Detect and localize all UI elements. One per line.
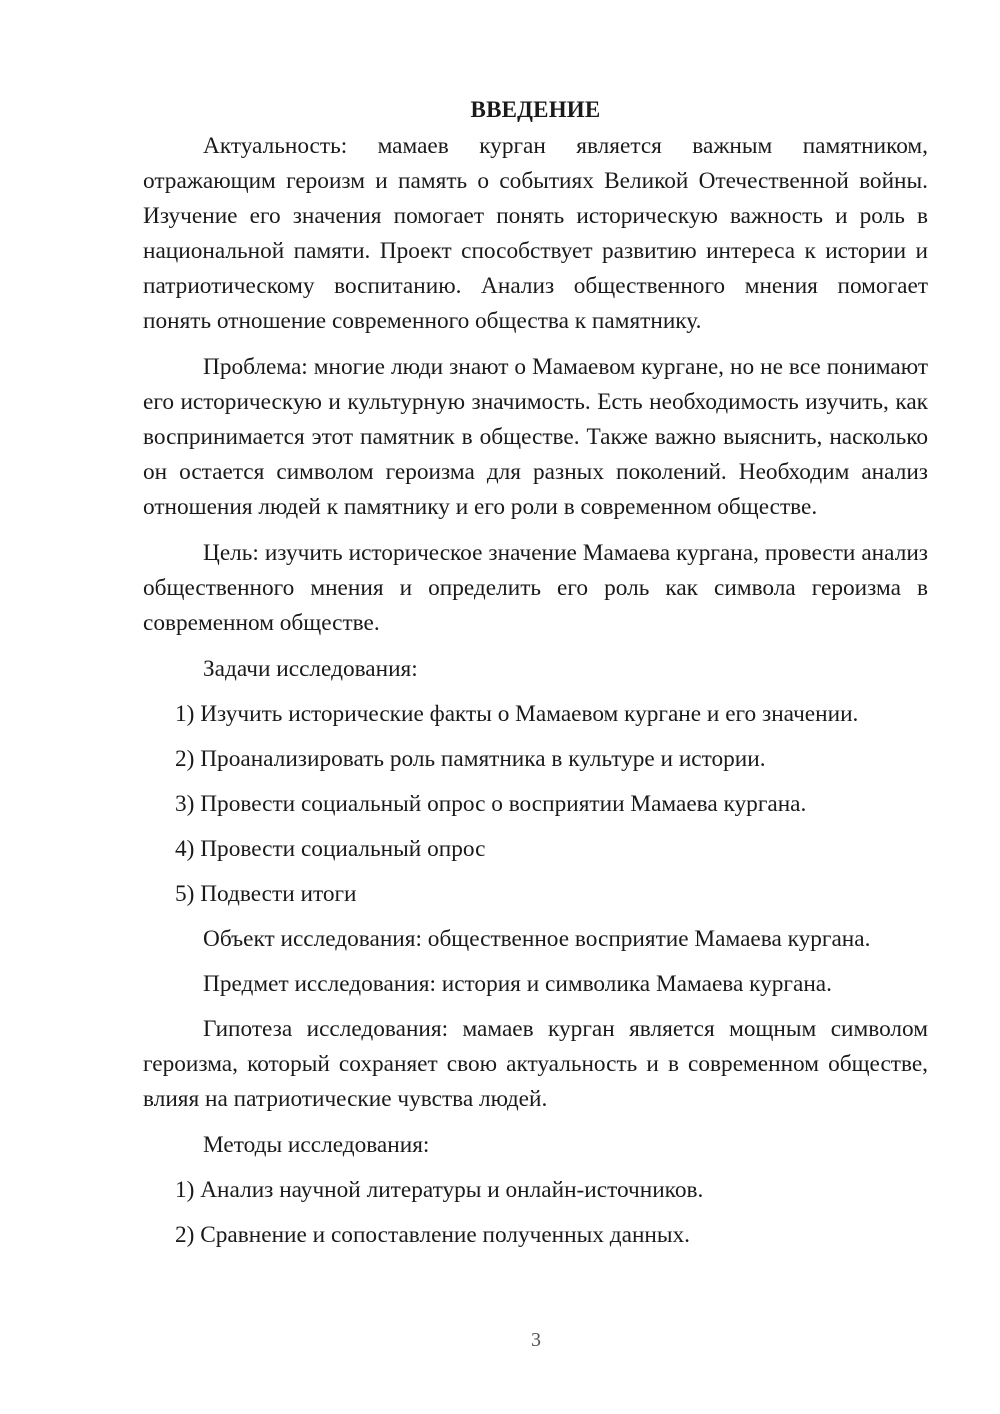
- task-item: 2) Проанализировать роль памятника в культуре и истории.: [175, 746, 766, 772]
- subject-paragraph: Предмет исследования: история и символика Мамаева кургана.: [203, 971, 832, 997]
- object-paragraph: Объект исследования: общественное восприятие Мамаева кургана.: [203, 926, 871, 952]
- methods-heading: Методы исследования:: [203, 1132, 430, 1158]
- tasks-heading: Задачи исследования:: [203, 656, 418, 682]
- task-item: 1) Изучить исторические факты о Мамаевом кургане и его значении.: [175, 701, 859, 727]
- page-number: 3: [531, 1329, 541, 1351]
- method-item: 2) Сравнение и сопоставление полученных данных.: [175, 1222, 690, 1248]
- document-page: [143, 92, 928, 1263]
- task-item: 5) Подвести итоги: [175, 881, 357, 907]
- problem-paragraph: Проблема: многие люди знают о Мамаевом кургане, но не все понимают его историческую и культурную значимость. Есть необходимость изучить, как воспринимается этот памятник в обществе. Также важно выяснить, насколько он остается символом героизма для разных поколений. Необходим анализ отношения людей к памятнику и его роли в современном обществе.: [143, 354, 928, 520]
- task-item: 4) Провести социальный опрос: [175, 836, 486, 862]
- section-title: ВВЕДЕНИЕ: [470, 97, 601, 122]
- goal-paragraph: Цель: изучить историческое значение Мамаева кургана, провести анализ общественного мнения и определить его роль как символа героизма в современном обществе.: [143, 540, 928, 636]
- hypothesis-paragraph: Гипотеза исследования: мамаев курган является мощным символом героизма, который сохраняет свою актуальность и в современном обществе, влияя на патриотические чувства людей.: [143, 1016, 928, 1112]
- relevance-paragraph: Актуальность: мамаев курган является важным памятником, отражающим героизм и память о событиях Великой Отечественной войны. Изучение его значения помогает понять историческую важность и роль в национальной памяти. Проект способствует развитию интереса к истории и патриотическому воспитанию. Анализ общественного мнения помогает понять отношение современного общества к памятнику.: [143, 133, 928, 334]
- task-item: 3) Провести социальный опрос о восприятии Мамаева кургана.: [175, 791, 807, 817]
- method-item: 1) Анализ научной литературы и онлайн-источников.: [175, 1177, 704, 1203]
